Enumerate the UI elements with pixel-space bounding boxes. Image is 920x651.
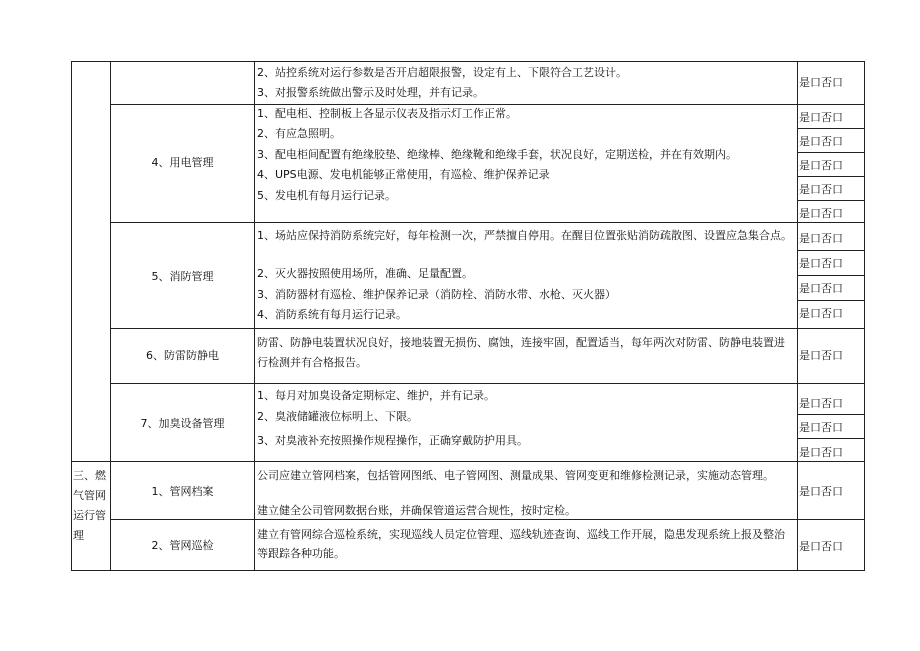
table-border-bottom	[71, 570, 864, 571]
row-divider	[110, 328, 864, 329]
requirement-text: 2、灭火器按照使用场所，准确、足量配置。	[257, 267, 473, 280]
requirement-text: 5、发电机有每月运行记录。	[257, 189, 396, 202]
item-title: 5、消防管理	[151, 270, 214, 283]
row-divider	[110, 383, 864, 384]
item-title: 6、防雷防静电	[146, 349, 219, 362]
check-option[interactable]: 是口否口	[799, 282, 843, 295]
requirement-text: 2、臭液储罐液位标明上、下限。	[257, 410, 418, 423]
requirement-text: 建立健全公司管网数据台账，并确保管道运营合规性，按时定检。	[257, 504, 576, 517]
check-option[interactable]: 是口否口	[799, 111, 843, 124]
check-option[interactable]: 是口否口	[799, 446, 843, 459]
category-title: 三、燃气管网运行管理	[73, 469, 106, 542]
check-divider	[797, 128, 864, 129]
section-divider	[71, 461, 864, 462]
requirement-text: 防雷、防静电装置状况良好，接地装置无损伤、腐蚀，连接牢固，配置适当，每年两次对防雷、防静电装置进行检测并有合格报告。	[257, 336, 785, 369]
col-divider-item	[254, 61, 255, 571]
requirement-text: 公司应建立管网档案，包括管网图纸、电子管网图、测量成果、管网变更和维修检测记录，实施动态管理。	[257, 469, 774, 482]
check-option[interactable]: 是口否口	[799, 135, 843, 148]
check-option[interactable]: 是口否口	[799, 76, 843, 89]
table-border-left	[71, 61, 72, 571]
requirement-text: 2、站控系统对运行参数是否开启超限报警，设定有上、下限符合工艺设计。	[257, 66, 627, 79]
check-option[interactable]: 是口否口	[799, 159, 843, 172]
check-option[interactable]: 是口否口	[799, 397, 843, 410]
check-option[interactable]: 是口否口	[799, 232, 843, 245]
requirement-text: 2、有应急照明。	[257, 127, 341, 140]
check-divider	[797, 438, 864, 439]
check-option[interactable]: 是口否口	[799, 183, 843, 196]
item-title: 7、加臭设备管理	[140, 417, 225, 430]
check-option[interactable]: 是口否口	[799, 540, 843, 553]
check-divider	[797, 275, 864, 276]
check-divider	[797, 300, 864, 301]
requirement-text: 1、配电柜、控制板上各显示仪表及指示灯工作正常。	[257, 107, 517, 120]
item-title: 2、管网巡检	[151, 539, 214, 552]
table-border-top	[71, 61, 864, 62]
requirement-text: 4、UPS电源、发电机能够正常使用，有巡检、维护保养记录	[257, 168, 550, 181]
check-option[interactable]: 是口否口	[799, 485, 843, 498]
check-divider	[797, 200, 864, 201]
check-divider	[797, 152, 864, 153]
check-option[interactable]: 是口否口	[799, 307, 843, 320]
requirement-text: 3、消防器材有巡检、维护保养记录（消防栓、消防水带、水枪、灭火器）	[257, 288, 616, 301]
requirement-text: 建立有管网综合巡检系统，实现巡线人员定位管理、巡线轨迹查询、巡线工作开展，隐患发现系统上报及整治等跟踪各种功能。	[257, 528, 785, 560]
requirement-text: 3、对臭液补充按照操作规程操作，正确穿戴防护用具。	[257, 434, 528, 447]
check-option[interactable]: 是口否口	[799, 349, 843, 362]
requirement-text: 3、对报警系统做出警示及时处理，并有记录。	[257, 86, 484, 99]
row-divider	[110, 104, 864, 105]
check-option[interactable]: 是口否口	[799, 257, 843, 270]
requirement-text: 3、配电柜间配置有绝缘胶垫、绝缘棒、绝缘靴和绝缘手套，状况良好，定期送检，并在有效期内。	[257, 148, 737, 161]
row-divider	[110, 519, 864, 520]
row-divider	[110, 222, 864, 223]
check-option[interactable]: 是口否口	[799, 207, 843, 220]
item-title: 1、管网档案	[151, 485, 214, 498]
col-divider-check	[797, 61, 798, 571]
requirement-text: 1、场站应保持消防系统完好，每年检测一次，严禁擅自停用。在醒目位置张贴消防疏散图、设置应急集合点。	[257, 229, 792, 242]
requirement-text: 1、每月对加臭设备定期标定、维护，并有记录。	[257, 389, 495, 402]
check-divider	[797, 250, 864, 251]
check-option[interactable]: 是口否口	[799, 421, 843, 434]
table-border-right	[864, 61, 865, 571]
check-divider	[797, 176, 864, 177]
check-divider	[797, 414, 864, 415]
item-title: 4、用电管理	[151, 156, 214, 169]
requirement-text: 4、消防系统有每月运行记录。	[257, 308, 407, 321]
